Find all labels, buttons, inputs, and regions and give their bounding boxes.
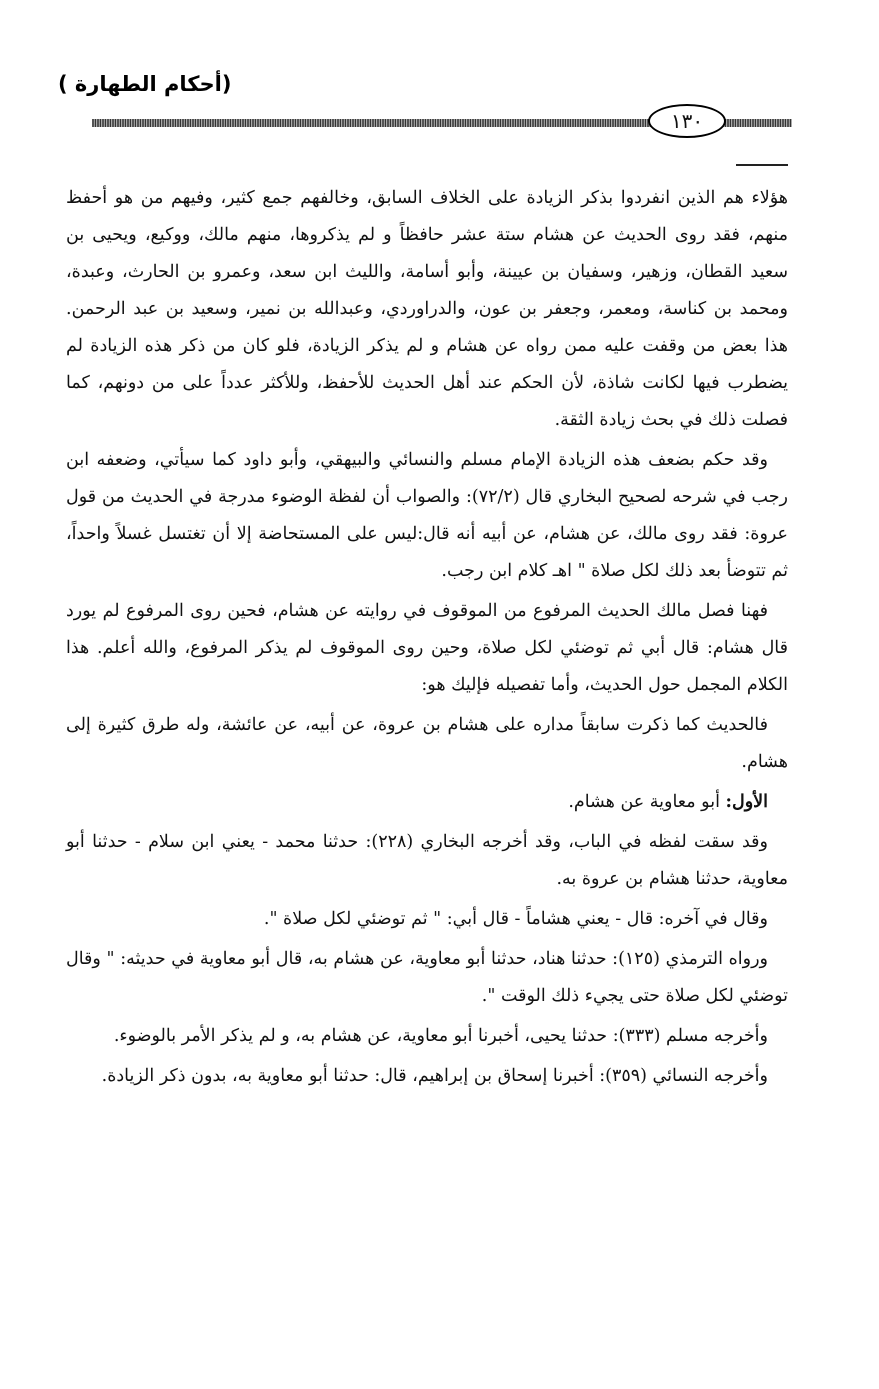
page-number: ١٣٠ xyxy=(648,104,726,138)
paragraph: وقد حكم بضعف هذه الزيادة الإمام مسلم والنسائي والبيهقي، وأبو داود كما سيأتي، وضعفه ابن رجب في شرحه لصحيح البخاري قال (٧٢/٢): والصواب أن لفظة الوضوء مدرجة في الحديث من قول عروة: فقد روى مالك، عن هشام، عن أبيه أنه قال:ليس على المستحاضة إلا أن تغتسل غسلاً واحداً، ثم تتوضأ بعد ذلك لكل صلاة " اهـ كلام ابن رجب. xyxy=(66,450,788,581)
first-route-label: الأول: xyxy=(725,792,768,812)
first-route-heading xyxy=(66,784,788,821)
paragraph: هؤلاء هم الذين انفردوا بذكر الزيادة على الخلاف السابق، وخالفهم جمع كثير، وفيهم من هو أحفظ منهم، فقد روى الحديث عن هشام ستة عشر حافظاً و لم يذكروها، منهم مالك، ووكيع، ويحيى بن سعيد القطان، وزهير، وسفيان بن عيينة، وأبو أسامة، والليث ابن سعد، وعمرو بن الحارث، وعبدة، ومحمد بن كناسة، ومعمر، وجعفر بن عون، والدراوردي، وعبدالله بن نمير، وسعيد بن عبد الرحمن. هذا بعض من وقفت عليه ممن رواه عن هشام و لم يذكر الزيادة، فلو كان من ذكر هذه الزيادة لم يضطرب فيها لكانت شاذة، لأن الحكم عند أهل الحديث للأحفظ، وللأكثر عدداً على من دونهم، كما فصلت ذلك في بحث زيادة الثقة. xyxy=(66,188,788,430)
page-body xyxy=(66,180,788,1098)
paragraph: وأخرجه النسائي (٣٥٩): أخبرنا إسحاق بن إبراهيم، قال: حدثنا أبو معاوية به، بدون ذكر الزيادة. xyxy=(101,1066,768,1086)
paragraph: وأخرجه مسلم (٣٣٣): حدثنا يحيى، أخبرنا أبو معاوية، عن هشام به، و لم يذكر الأمر بالوضوء. xyxy=(113,1026,768,1046)
paragraph: وقال في آخره: قال - يعني هشاماً - قال أبي: " ثم توضئي لكل صلاة ". xyxy=(263,909,768,929)
paragraph: فهنا فصل مالك الحديث المرفوع من الموقوف في روايته عن هشام، فحين روى المرفوع لم يورد قال هشام: قال أبي ثم توضئي لكل صلاة، وحين روى الموقوف لم يذكر المرفوع، والله أعلم. هذا الكلام المجمل حول الحديث، وأما تفصيله فإليك هو: xyxy=(66,601,788,695)
first-route-text: أبو معاوية عن هشام. xyxy=(568,792,726,812)
paragraph: ورواه الترمذي (١٢٥): حدثنا هناد، حدثنا أبو معاوية، عن هشام به، قال أبو معاوية في حديثه: " وقال توضئي لكل صلاة حتى يجيء ذلك الوقت ". xyxy=(66,949,788,1006)
divider xyxy=(736,164,788,166)
paragraph: فالحديث كما ذكرت سابقاً مداره على هشام بن عروة، عن أبيه، عن عائشة، وله طرق كثيرة إلى هشام. xyxy=(66,715,788,772)
book-title: (أحكام الطهارة ) xyxy=(58,72,232,96)
paragraph: وقد سقت لفظه في الباب، وقد أخرجه البخاري (٢٢٨): حدثنا محمد - يعني ابن سلام - حدثنا أبو معاوية، حدثنا هشام بن عروة به. xyxy=(66,832,788,889)
